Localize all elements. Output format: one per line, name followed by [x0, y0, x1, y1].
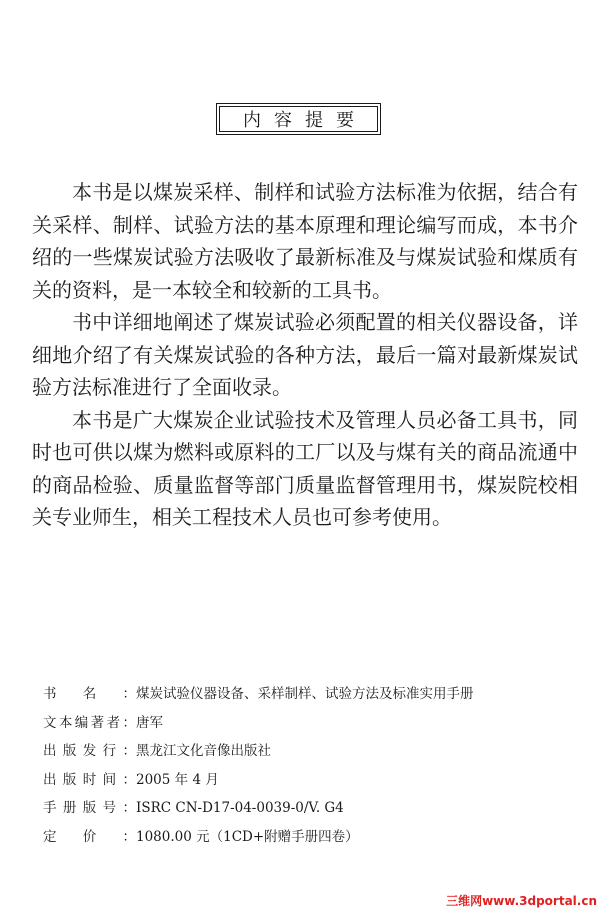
colophon [43, 682, 583, 854]
colophon-label: 定 价 ： [43, 828, 136, 845]
colophon-label: 出 版 时 间 ： [43, 771, 136, 788]
colophon-label: 文 本 编 著 者 ： [43, 714, 136, 731]
colophon-value: 煤炭试验仪器设备、采样制样、试验方法及标准实用手册 [136, 686, 474, 702]
summary-heading: 内容提要 [219, 106, 378, 132]
site-watermark[interactable]: 三维网www.3dportal.cn [446, 894, 597, 908]
colophon-label: 手 册 版 号 ： [43, 800, 136, 817]
colophon-row-date [43, 768, 583, 797]
colophon-label: 书 名 ： [43, 686, 136, 702]
summary-heading-box [216, 103, 381, 135]
colophon-row-isrc [43, 796, 583, 825]
colophon-label: 出 版 发 行 ： [43, 743, 136, 760]
colophon-value: 2005 年 4 月 [136, 771, 219, 788]
summary-text [32, 176, 578, 534]
colophon-row-author [43, 711, 583, 740]
colophon-value: 唐军 [136, 714, 163, 731]
colophon-value: 黑龙江文化音像出版社 [136, 743, 271, 760]
summary-paragraph-1: 本书是以煤炭采样、制样和试验方法标准为依据，结合有关采样、制样、试验方法的基本原理和理论编写而成，本书介绍的一些煤炭试验方法吸收了最新标准及与煤炭试验和煤质有关的资料，是一本较全和较新的工具书。 [32, 180, 578, 302]
colophon-row-publisher [43, 739, 583, 768]
colophon-value: ISRC CN-D17-04-0039-0/V. G4 [136, 800, 344, 817]
summary-paragraph-2: 书中详细地阐述了煤炭试验必须配置的相关仪器设备，详细地介绍了有关煤炭试验的各种方法，最后一篇对最新煤炭试验方法标准进行了全面收录。 [32, 310, 578, 399]
colophon-row-title [43, 682, 583, 711]
colophon-value: 1080.00 元（1CD+附赠手册四卷） [136, 828, 359, 845]
colophon-row-price [43, 825, 583, 854]
summary-paragraph-3: 本书是广大煤炭企业试验技术及管理人员必备工具书，同时也可供以煤为燃料或原料的工厂以及与煤有关的商品流通中的商品检验、质量监督等部门质量监督管理用书，煤炭院校相关专业师生，相关工程技术人员也可参考使用。 [32, 407, 578, 529]
